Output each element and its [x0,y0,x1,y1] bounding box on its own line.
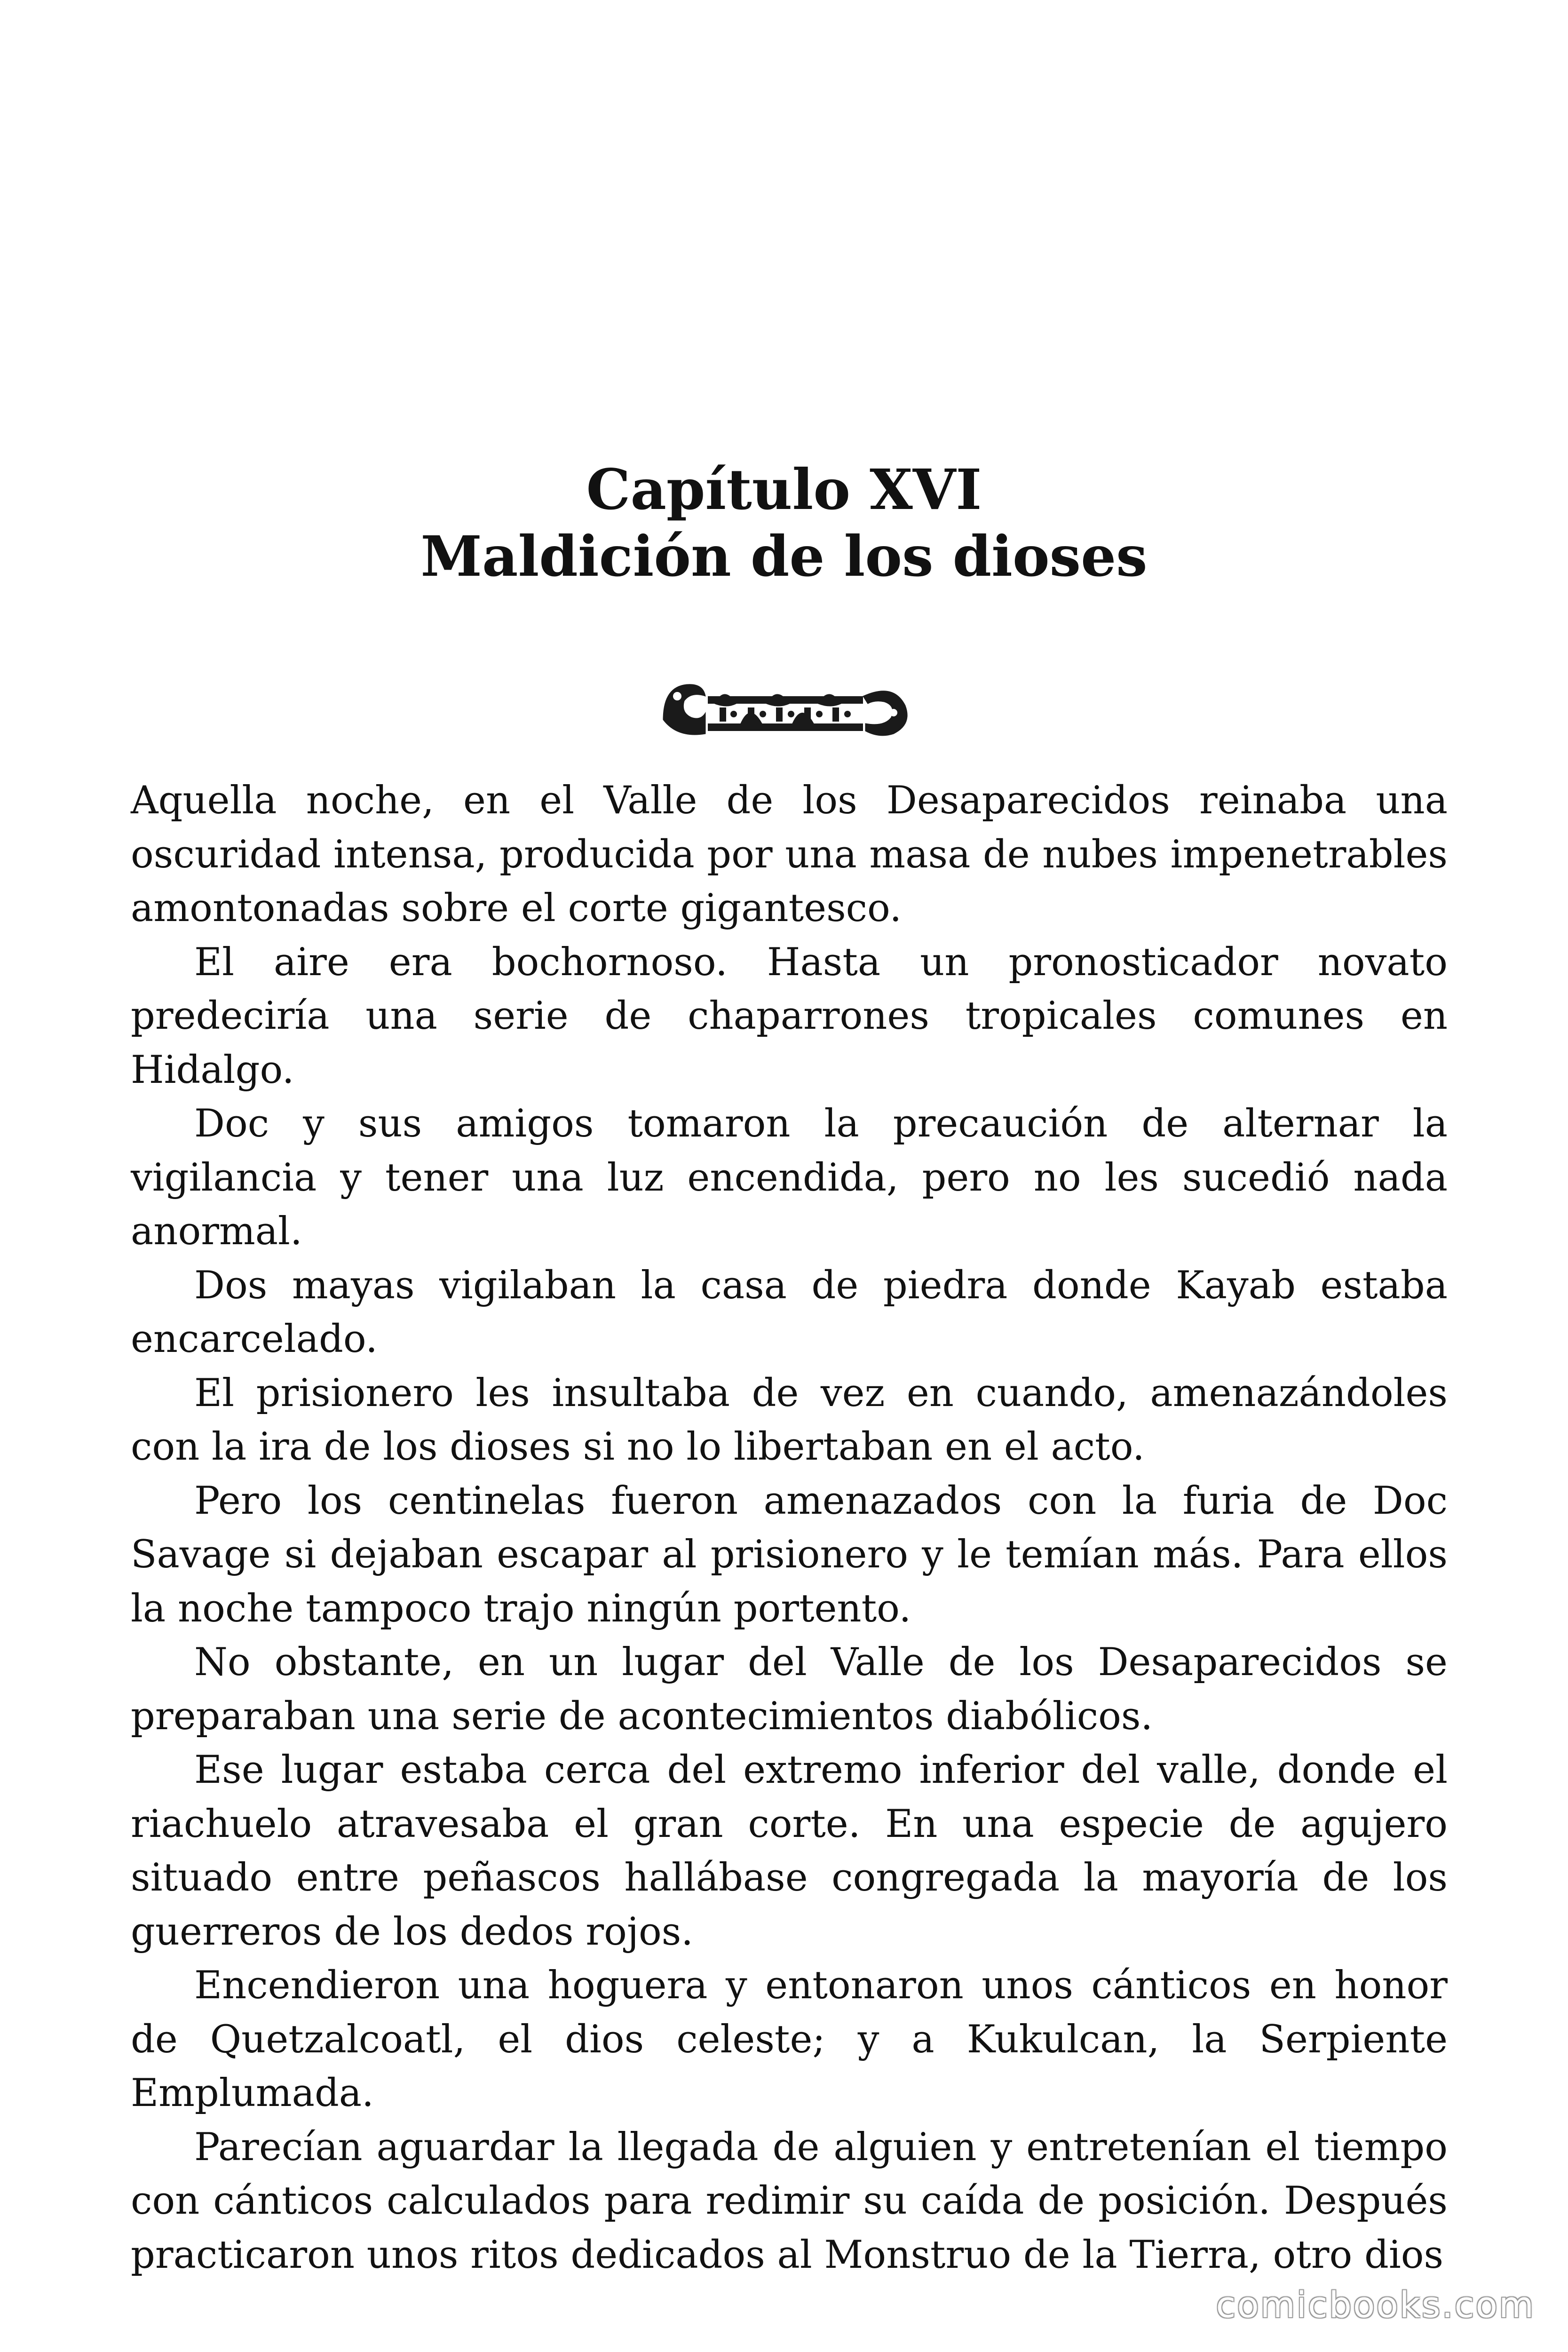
paragraph: Dos mayas vigilaban la casa de piedra donde Kayab estaba encarcelado. [131,1263,1448,1361]
chapter-title: Maldición de los dioses [420,524,1148,589]
paragraph: Pero los centinelas fueron amenazados con la furia de Doc Savage si dejaban escapar al prisionero y le temían más. Para ellos la noche tampoco trajo ningún portento. [131,1478,1448,1631]
paragraph: Encendieron una hoguera y entonaron unos cánticos en honor de Quetzalcoatl, el dios celeste; y a Kukulcan, la Serpiente Emplumada. [131,1963,1448,2115]
paragraph: Parecían aguardar la llegada de alguien y entretenían el tiempo con cánticos calculados para redimir su caída de posición. Después practicaron unos ritos dedicados al Monstruo de la Tierra, otro dios [131,2125,1448,2277]
paragraph: No obstante, en un lugar del Valle de los Desaparecidos se preparaban una serie de acontecimientos diabólicos. [131,1640,1448,1739]
watermark: comicbooks.com [1216,2284,1535,2326]
paragraph: El prisionero les insultaba de vez en cuando, amenazándoles con la ira de los dioses si no lo libertaban en el acto. [131,1371,1448,1469]
mayan-serpent-glyph-icon [658,668,912,743]
paragraph: Doc y sus amigos tomaron la precaución de alternar la vigilancia y tener una luz encendida, pero no les sucedió nada anormal. [131,1102,1448,1254]
chapter-heading [0,456,1568,590]
paragraph: Aquella noche, en el Valle de los Desaparecidos reinaba una oscuridad intensa, producida por una masa de nubes impenetrables amontonadas sobre el corte gigantesco. [131,779,1448,930]
paragraph: Ese lugar estaba cerca del extremo inferior del valle, donde el riachuelo atravesaba el gran corte. En una especie de agujero situado entre peñascos hallábase congregada la mayoría de los guerreros de los dedos rojos. [131,1748,1448,1954]
chapter-body [131,774,1448,2282]
chapter-number: Capítulo XVI [586,457,982,522]
paragraph: El aire era bochornoso. Hasta un pronosticador novato predeciría una serie de chaparrones tropicales comunes en Hidalgo. [131,940,1448,1092]
